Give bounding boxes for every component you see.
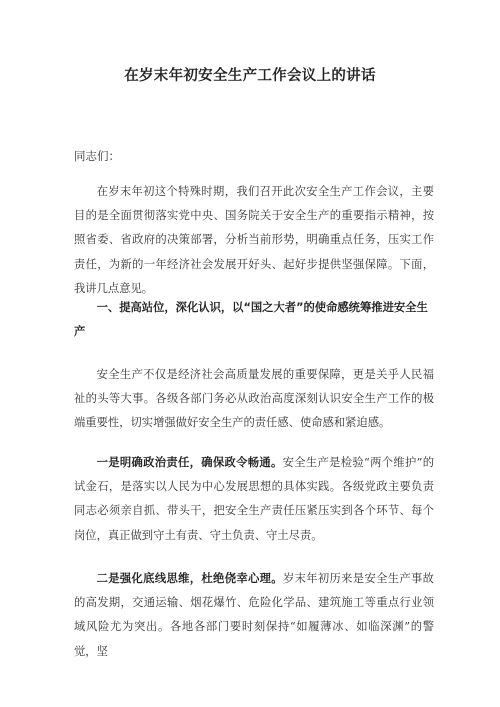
section1-paragraph: 安全生产不仅是经济社会高质量发展的重要保障，更是关乎人民福祉的头等大事。各级各部门务必从政治高度深刻认识安全生产工作的极端重要性，切实增强做好安全生产的责任感、使命感和紧迫感。 — [74, 368, 434, 430]
point-1-paragraph — [74, 451, 434, 548]
point-2-body: 岁末年初历来是安全生产事故的高发期，交通运输、烟花爆竹、危险化学品、建筑施工等重点行业领域风险尤为突出。各地各部门要时刻保持“如履薄冰、如临深渊”的警觉，坚 — [74, 572, 434, 658]
section-heading-1: 一、提高站位，深化认识，以“国之大者”的使命感统筹推进安全生产 — [74, 301, 428, 339]
document-title: 在岁末年初安全生产工作会议上的讲话 — [124, 68, 376, 84]
point-1-body: 安全生产是检验“两个维护”的试金石，是落实以人民为中心发展思想的具体实践。各级党政主要负责同志必须亲自抓、带头干，把安全生产责任压紧压实到各个环节、每个岗位，真正做到守土有责、守土负责、守土尽责。 — [74, 456, 434, 542]
point-1-lead: 一是明确政治责任，确保政令畅通。 — [96, 456, 283, 469]
point-2-paragraph — [74, 567, 434, 664]
intro-paragraph: 在岁末年初这个特殊时期，我们召开此次安全生产工作会议，主要目的是全面贯彻落实党中央、国务院关于安全生产的重要指示精神，按照省委、省政府的决策部署，分析当前形势，明确重点任务，压实工作责任，为新的一年经济社会发展开好头、起好步提供坚强保障。下面，我讲几点意见。 — [74, 185, 434, 295]
salutation: 同志们： — [74, 149, 120, 163]
point-2-lead: 二是强化底线思维，杜绝侥幸心理。 — [96, 572, 283, 585]
